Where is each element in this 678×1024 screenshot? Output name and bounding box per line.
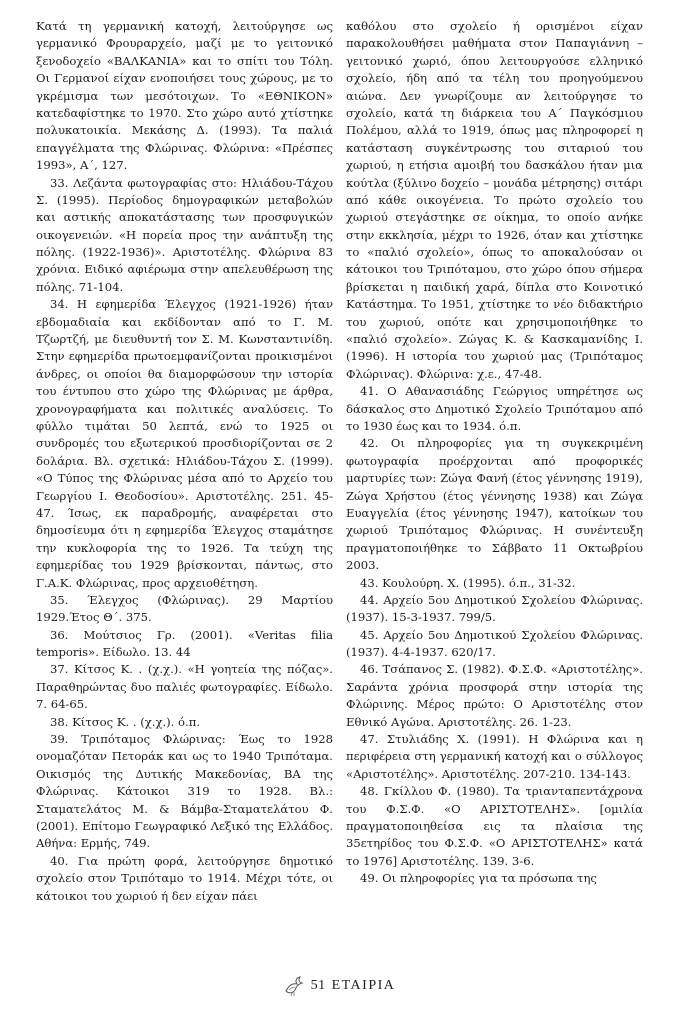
- footnote-33: 33. Λεζάντα φωτογραφίας στο: Ηλιάδου-Τάχου Σ. (1995). Περίοδος δημογραφικών μεταβολών και αστικής αποκατάστασης των προσφυγικών οικογενειών. «Η πορεία προς την ανάπτυξη της πόλης. (1922-1936)». Αριστοτέλης. Φλώρινα 83 χρόνια. Ειδικό αφιέρωμα στην απελευθέρωση της πόλης. 71-104.: [36, 175, 333, 294]
- footnote-44: 44. Αρχείο 5ου Δημοτικού Σχολείου Φλώρινας. (1937). 15-3-1937. 799/5.: [346, 592, 643, 625]
- footnote-41: 41. Ο Αθανασιάδης Γεώργιος υπηρέτησε ως δάσκαλος στο Δημοτικό Σχολείο Τριπόταμου από το 1930 έως και το 1934. ό.π.: [346, 384, 643, 433]
- footnote-40: 40. Για πρώτη φορά, λειτούργησε δημοτικό σχολείο στον Τριπόταμο το 1914. Μέχρι τότε, οι κάτοικοι του χωριού ή δεν είχαν πάει: [36, 853, 333, 903]
- bird-ornament-icon: [283, 975, 305, 997]
- footnote-47: 47. Στυλιάδης Χ. (1991). Η Φλώρινα και η περιφέρεια στη γερμανική κατοχή και ο σύλλογος «Αριστοτέλης». Αριστοτέλης. 207-210. 134-143.: [346, 732, 643, 781]
- footnote-42: 42. Οι πληροφορίες για τη συγκεκριμένη φωτογραφία προέρχονται από προφορικές μαρτυρίες των: Ζώγα Φανή (έτος γέννησης 1919), Ζώγα Χρήστου (έτος γέννησης 1938) και Ζώγα Ευαγγελία (έτος γέννησης 1947), κατοίκων του χωριού Τριπόταμος Φλώρινας. Η συνέντευξη πραγματοποιήθηκε το Σάββατο 11 Οκτωβρίου 2003.: [346, 436, 643, 573]
- footnote-36: 36. Μούτσιος Γρ. (2001). «Veritas filia temporis». Είδωλο. 13. 44: [36, 627, 333, 660]
- footnote-37: 37. Κίτσος Κ. . (χ.χ.). «Η γοητεία της πόζας». Παραθηρώντας δυο παλιές φωτογραφίες. Είδωλο. 7. 64-65.: [36, 662, 333, 712]
- page-number: 51: [310, 978, 326, 993]
- page-footer: [0, 975, 678, 997]
- footnote-46: 46. Τσάπανος Σ. (1982). Φ.Σ.Φ. «Αριστοτέλης». Σαράντα χρόνια προσφορά στην ιστορία της Φλώρινης. Μέρος πρώτο: Ο Αριστοτέλης στον Εθνικό Αγώνα. Αριστοτέλης. 26. 1-23.: [346, 662, 643, 729]
- footnote-35: 35. Έλεγχος (Φλώρινας). 29 Μαρτίου 1929.Έτος Θ΄. 375.: [36, 592, 333, 625]
- footnote-45: 45. Αρχείο 5ου Δημοτικού Σχολείου Φλώρινας. (1937). 4-4-1937. 620/17.: [346, 627, 643, 660]
- journal-title: ΕΤΑΙΡΙΑ: [331, 978, 396, 993]
- footnote-48: 48. Γκίλλου Φ. (1980). Τα τριανταπεντάχρονα του Φ.Σ.Φ. «Ο ΑΡΙΣΤΟΤΕΛΗΣ». [ομιλία πραγματοποιηθείσα εις τα πλαίσια της 35ετηρίδος του Φ.Σ.Φ. «Ο ΑΡΙΣΤΟΤΕΛΗΣ» κατά το 1976] Αριστοτέλης. 139. 3-6.: [346, 784, 643, 868]
- footnotes-left-column: [36, 18, 333, 905]
- footnote-38: 38. Κίτσος Κ. . (χ.χ.). ό.π.: [50, 714, 201, 729]
- footnote-32-continuation: Κατά τη γερμανική κατοχή, λειτούργησε ως γερμανικό Φρουραρχείο, μαζί με το γειτονικό ξενοδοχείο «ΒΑΛΚΑΝΙΑ» και το σπίτι του Τόλη. Οι Γερμανοί είχαν ενοποιήσει τους χώρους, με το γκρέμισμα των μεσότοιχων. Το «ΕΘΝΙΚΟΝ» κατεδαφίστηκε το 1970. Στο χώρο αυτό χτίστηκε πολυκατοικία. Μεκάσης Δ. (1993). Τα παλιά επαγγέλματα της Φλώρινας. Φλώρινα: «Πρέσπες 1993», Α΄, 127.: [36, 19, 333, 173]
- footnote-40-continuation: καθόλου στο σχολείο ή ορισμένοι είχαν παρακολουθήσει μαθήματα στον Παπαγιάννη – γειτονικό χωριό, όπου λειτουργούσε ελληνικό σχολείο, ήδη από τα τέλη του προηγούμενου αιώνα. Δεν γνωρίζουμε αν λειτούργησε το σχολείο, κατά τη διάρκεια του Α΄ Παγκόσμιου Πολέμου, αλλά το 1919, όπως μας πληροφορεί η κατάσταση συγκέντρωσης του σιταριού του χωριού, η ετήσια αμοιβή του δασκάλου ήταν μια κούτλα (ξύλινο δοχείο – μονάδα μέτρησης) σιτάρι από κάθε οικογένεια. Το πρώτο σχολείο του χωριού στεγάστηκε σε οίκημα, το οποίο ανήκε στην εκκλησία, μέχρι το 1926, όταν και χτίστηκε το «παλιό σχολείο», όπως το αποκαλούσαν οι κάτοικοι του Τριπόταμου, στο χώρο όπου σήμερα βρίσκεται η παιδική χαρά, δίπλα στο Κοινοτικό Κατάστημα. Το 1951, χτίστηκε το νέο διδακτήριο του χωριού, οπότε και χρησιμοποιήθηκε το «παλιό σχολείο». Ζώγας Κ. & Κασκαμανίδης Ι. (1996). Η ιστορία του χωριού μας (Τριπόταμος Φλώρινας). Φλώρινα: χ.ε., 47-48.: [346, 19, 643, 381]
- footnote-39: 39. Τριπόταμος Φλώρινας: Έως το 1928 ονομαζόταν Πετοράκ και ως το 1940 Τριπόταμα. Οικισμός της Δυτικής Μακεδονίας, ΒΑ της Φλώρινας. Κάτοικοι 319 το 1928. Βλ.: Σταματελάτος Μ. & Βάμβα-Σταματελάτου Φ. (2001). Επίτομο Γεωγραφικό Λεξικό της Ελλάδος. Αθήνα: Ερμής, 749.: [36, 732, 333, 851]
- footnotes-right-column: [346, 18, 643, 888]
- footnote-49: 49. Οι πληροφορίες για τα πρόσωπα της: [360, 871, 597, 886]
- footnote-43: 43. Κουλούρη. Χ. (1995). ό.π., 31-32.: [360, 575, 576, 590]
- footnote-34: 34. Η εφημερίδα Έλεγχος (1921-1926) ήταν εβδομαδιαία και εκδίδονταν από το Γ. Μ. Τζωρτζή, με διευθυντή τον Σ. Μ. Κωνσταντινίδη. Στην εφημερίδα πρωτοεμφανίζονται προικισμένοι άνδρες, οι οποίοι θα διαμορφώσουν την ιστορία του έντυπου στο χώρο της Φλώρινας με άρθρα, χρονογραφήματα και πολιτικές αναλύσεις. Το φύλλο τιμάται 50 λεπτά, ενώ το 1925 οι συνδρομές του εξωτερικού προσδιορίζονται σε 2 δολάρια. Βλ. σχετικά: Ηλιάδου-Τάχου Σ. (1999). «Ο Τύπος της Φλώρινας μέσα από το Αρχείο του Γεωργίου Ι. Θεοδοσίου». Αριστοτέλης. 251. 45-47. Ίσως, εκ παραδρομής, αναφέρεται στο δημοσίευμα ότι η εφημερίδα Έλεγχος σταμάτησε την κυκλοφορία της το 1926. Τα τεύχη της εφημερίδας του 1929 βρίσκονται, πάντως, στο Γ.Α.Κ. Φλώρινας, προς αρχειοθέτηση.: [36, 297, 333, 590]
